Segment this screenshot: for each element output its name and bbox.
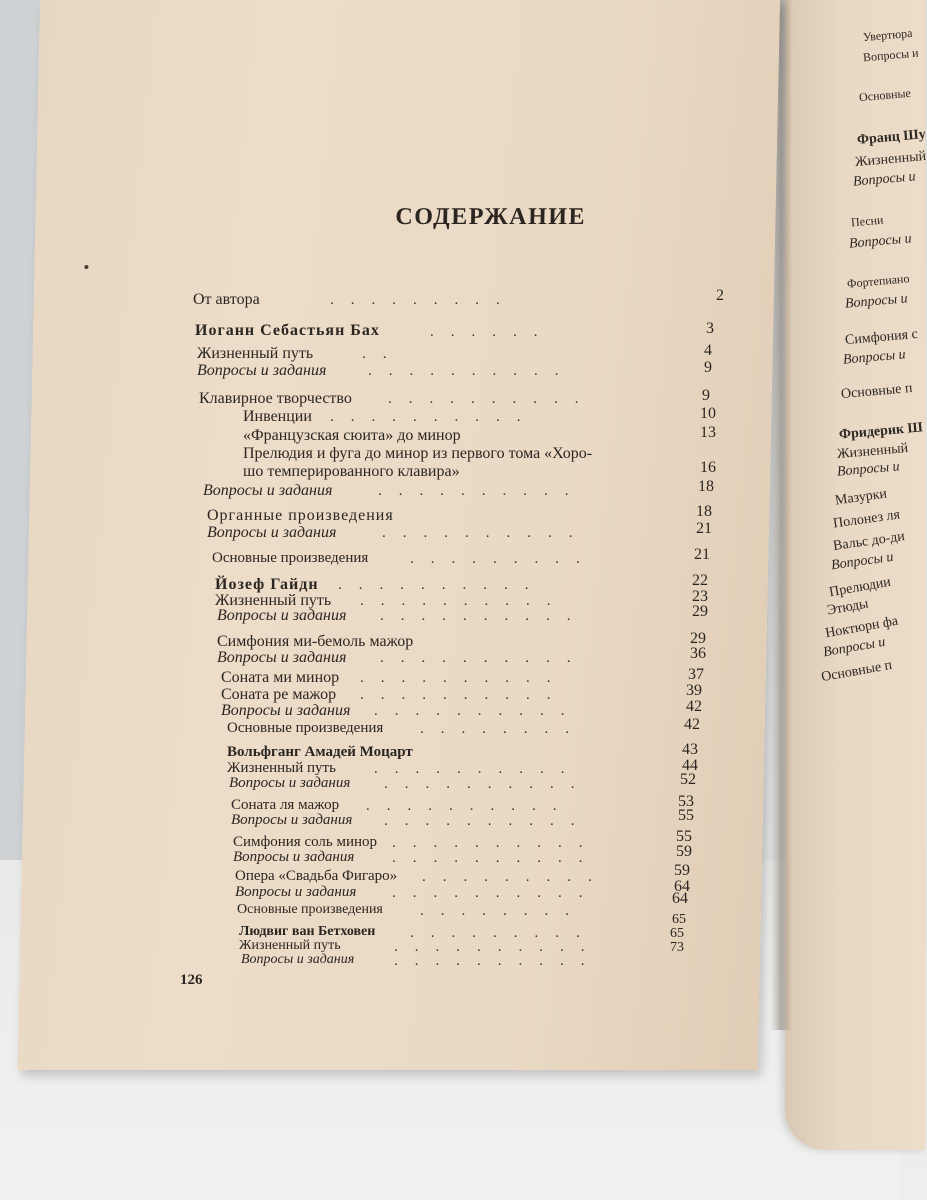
toc-entry-label: Жизненный путь xyxy=(227,760,336,776)
toc-entry-page: 29 xyxy=(692,603,708,620)
leader-dots: ...... xyxy=(430,324,555,340)
leader-dots: ......... xyxy=(422,869,609,885)
leader-dots: .......... xyxy=(392,885,600,901)
leader-dots: .......... xyxy=(394,939,602,955)
toc-entry-label: Соната ре мажор xyxy=(221,686,337,703)
leader-dots: .......... xyxy=(360,687,568,703)
toc-entry-label: Вольфганг Амадей Моцарт xyxy=(227,744,413,760)
toc-entry-page: 37 xyxy=(688,666,704,683)
toc-entry-label: Вопросы и задания xyxy=(235,884,357,900)
leader-dots: .. xyxy=(362,346,404,362)
toc-entry-page: 10 xyxy=(700,405,716,422)
toc-entry-page: 16 xyxy=(700,459,716,476)
toc-entry-page: 2 xyxy=(716,287,724,304)
leader-dots: .......... xyxy=(378,483,586,499)
facing-line: Симфония с xyxy=(844,326,919,349)
paper-speck xyxy=(84,265,88,269)
facing-line: Вопросы и xyxy=(842,347,907,368)
leader-dots: .......... xyxy=(388,391,596,407)
facing-line: Жизненный xyxy=(836,440,909,463)
toc-entry-page: 52 xyxy=(680,771,696,788)
toc-entry-label: Прелюдия и фуга до минор из первого тома «Хоро- xyxy=(243,445,593,462)
toc-entry-label: Основные произведения xyxy=(212,550,369,566)
facing-line: Вальс до-ди xyxy=(832,529,906,554)
toc-entry-label: Вопросы и задания xyxy=(217,607,347,624)
toc-entry-page: 18 xyxy=(698,478,714,495)
facing-line: Вопросы и xyxy=(852,169,917,190)
leader-dots: .......... xyxy=(384,776,592,792)
facing-line: Фортепиано xyxy=(846,271,910,291)
toc-entry-page: 21 xyxy=(696,520,712,537)
toc-entry-label: Вопросы и задания xyxy=(229,775,351,791)
leader-dots: .......... xyxy=(392,850,600,866)
leader-dots: ........ xyxy=(420,903,586,919)
leader-dots: .......... xyxy=(374,703,582,719)
leader-dots: .......... xyxy=(360,670,568,686)
toc-entry-label: Вопросы и задания xyxy=(197,362,327,379)
leader-dots: ......... xyxy=(410,551,597,567)
toc-entry-page: 39 xyxy=(686,682,702,699)
facing-line: Вопросы и xyxy=(862,45,920,65)
toc-entry-page: 23 xyxy=(692,588,708,605)
toc-entry-label: Опера «Свадьба Фигаро» xyxy=(235,868,398,884)
facing-line: Жизненный xyxy=(854,148,927,171)
toc-entry-page: 4 xyxy=(704,342,712,359)
facing-line: Мазурки xyxy=(834,486,888,509)
toc-entry-page: 29 xyxy=(690,630,706,647)
toc-entry-page: 13 xyxy=(700,424,716,441)
leader-dots: ........ xyxy=(420,721,586,737)
facing-line: Основные п xyxy=(820,657,894,686)
toc-entry-page: 44 xyxy=(682,757,698,774)
leader-dots: .......... xyxy=(374,761,582,777)
facing-line: Фридерик Ш xyxy=(838,420,924,443)
toc-entry-label: Вопросы и задания xyxy=(203,482,333,499)
leader-dots: .......... xyxy=(330,409,538,425)
toc-entry-page: 53 xyxy=(678,793,694,810)
toc-entry-page: 42 xyxy=(686,698,702,715)
toc-entry-label: Иоганн Себастьян Бах xyxy=(195,322,380,339)
toc-entry-page: 55 xyxy=(678,807,694,824)
toc-entry-page: 64 xyxy=(672,890,688,907)
toc-entry-label: Симфония ми-бемоль мажор xyxy=(217,633,414,650)
page-title: СОДЕРЖАНИЕ xyxy=(395,204,587,230)
facing-line: Вопросы и xyxy=(848,231,913,252)
facing-line: Вопросы и xyxy=(844,291,909,312)
toc-entry-label: Вопросы и задания xyxy=(221,702,351,719)
toc-entry-label: Соната ми минор xyxy=(221,669,340,686)
leader-dots: ......... xyxy=(330,292,517,308)
toc-entry-label: Клавирное творчество xyxy=(199,390,352,407)
facing-line: Вопросы и xyxy=(822,634,887,661)
leader-dots: .......... xyxy=(380,650,588,666)
leader-dots: ......... xyxy=(410,925,597,941)
toc-entry-page: 55 xyxy=(676,828,692,845)
toc-entry-label: Основные произведения xyxy=(237,902,383,917)
toc-entry-page: 43 xyxy=(682,741,698,758)
facing-line: Увертюра xyxy=(862,25,913,45)
facing-line: Вопросы и xyxy=(830,549,895,574)
toc-entry-label: Инвенции xyxy=(243,408,312,425)
facing-line: Вопросы и xyxy=(836,459,901,480)
toc-entry-page: 64 xyxy=(674,878,690,895)
facing-line: Этюды xyxy=(825,596,870,619)
toc-entry-label: Основные произведения xyxy=(227,720,384,736)
toc-entry-label: Жизненный путь xyxy=(239,938,341,953)
leader-dots: .......... xyxy=(366,798,574,814)
toc-entry xyxy=(193,291,260,309)
leader-dots: .......... xyxy=(368,363,576,379)
toc-entry-label: Жизненный путь xyxy=(197,345,314,362)
toc-entry-page: 65 xyxy=(670,926,684,941)
facing-line: Песни xyxy=(850,212,884,230)
leader-dots: .......... xyxy=(338,577,546,593)
leader-dots: .......... xyxy=(384,813,592,829)
toc-entry-page: 65 xyxy=(672,912,686,927)
leader-dots: .......... xyxy=(392,835,600,851)
toc-entry-label: От автора xyxy=(193,291,260,308)
toc-entry-label: шо темперированного клавира» xyxy=(243,463,460,480)
leader-dots: .......... xyxy=(382,525,590,541)
leader-dots: .......... xyxy=(380,608,588,624)
toc-entry-page: 59 xyxy=(676,843,692,860)
toc-entry-page: 9 xyxy=(702,387,710,404)
toc-entry-page: 3 xyxy=(706,320,714,337)
toc-entry-page: 18 xyxy=(696,503,712,520)
facing-line: Основные xyxy=(858,85,912,105)
facing-line: Основные п xyxy=(840,380,914,403)
toc-entry-page: 42 xyxy=(684,716,700,733)
facing-line: Полонез ля xyxy=(832,507,901,532)
toc-entry-page: 73 xyxy=(670,940,684,955)
toc-entry-page: 9 xyxy=(704,359,712,376)
page-number: 126 xyxy=(180,972,203,988)
toc-entry-label: Вопросы и задания xyxy=(231,812,353,828)
toc-entry-page: 21 xyxy=(694,546,710,563)
toc-entry-label: Йозеф Гайдн xyxy=(215,576,319,593)
toc-entry-label: «Французская сюита» до минор xyxy=(243,427,461,444)
toc-entry-page: 59 xyxy=(674,862,690,879)
toc-entry-label: Соната ля мажор xyxy=(231,797,340,813)
toc-entry-page: 36 xyxy=(690,645,706,662)
toc-entry-label: Вопросы и задания xyxy=(207,524,337,541)
facing-page xyxy=(785,0,925,1150)
toc-entry-label: Жизненный путь xyxy=(215,592,332,609)
facing-line: Прелюдии xyxy=(828,574,892,601)
toc-entry-label: Вопросы и задания xyxy=(217,649,347,666)
toc-entry-label: Людвиг ван Бетховен xyxy=(239,924,376,939)
toc-entry-label: Вопросы и задания xyxy=(241,952,355,967)
toc-entry-label: Органные произведения xyxy=(207,507,394,524)
toc-entry-page: 22 xyxy=(692,572,708,589)
facing-line: Франц Шу xyxy=(856,127,927,148)
leader-dots: .......... xyxy=(394,953,602,969)
toc-entry-label: Симфония соль минор xyxy=(233,834,378,850)
leader-dots: .......... xyxy=(360,593,568,609)
toc-entry-label: Вопросы и задания xyxy=(233,849,355,865)
facing-line: Ноктюрн фа xyxy=(824,613,900,642)
